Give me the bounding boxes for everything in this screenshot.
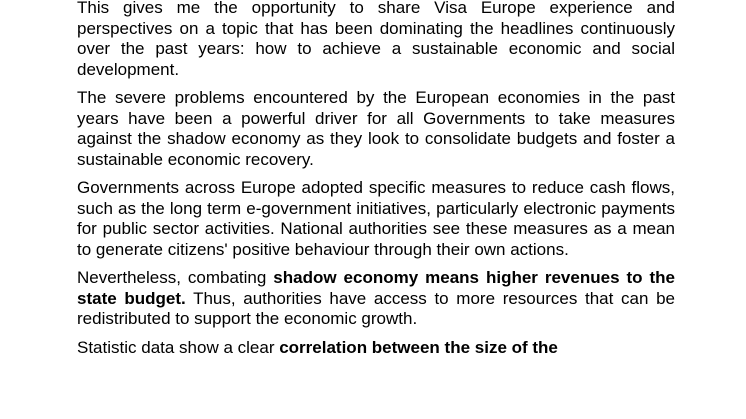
paragraph-government-measures xyxy=(77,178,675,260)
document-body xyxy=(77,0,675,366)
paragraph-text: Governments across Europe adopted specific measures to reduce cash flows, such as the long term e-government initiatives, particularly electronic payments for public sector activities. National authorities see these measures as a mean to generate citizens' positive behaviour through their own actions. xyxy=(77,178,675,259)
paragraph-text-tail: Thus, authorities have access to more resources that can be redistributed to support the economic growth. xyxy=(77,288,675,328)
paragraph-european-economies xyxy=(77,88,675,170)
paragraph-bold-emphasis: correlation between the size of the xyxy=(279,337,558,357)
paragraph-text-lead: Statistic data show a clear xyxy=(77,337,280,357)
paragraph-statistic-data xyxy=(77,338,675,359)
paragraph-bold-emphasis: shadow economy means higher revenues to the state budget. xyxy=(77,268,675,308)
paragraph-text: This gives me the opportunity to share Visa Europe experience and perspectives on a topic that has been dominating the headlines continuously over the past years: how to achieve a sustainable economic and social development. xyxy=(77,0,675,79)
paragraph-state-budget xyxy=(77,268,675,330)
paragraph-text: The severe problems encountered by the European economies in the past years have been a powerful driver for all Governments to take measures against the shadow economy as they look to consolidate budgets and foster a sustainable economic recovery. xyxy=(77,88,675,169)
paragraph-opportunity xyxy=(77,0,675,80)
paragraph-text-lead: Nevertheless, combating xyxy=(77,268,274,287)
